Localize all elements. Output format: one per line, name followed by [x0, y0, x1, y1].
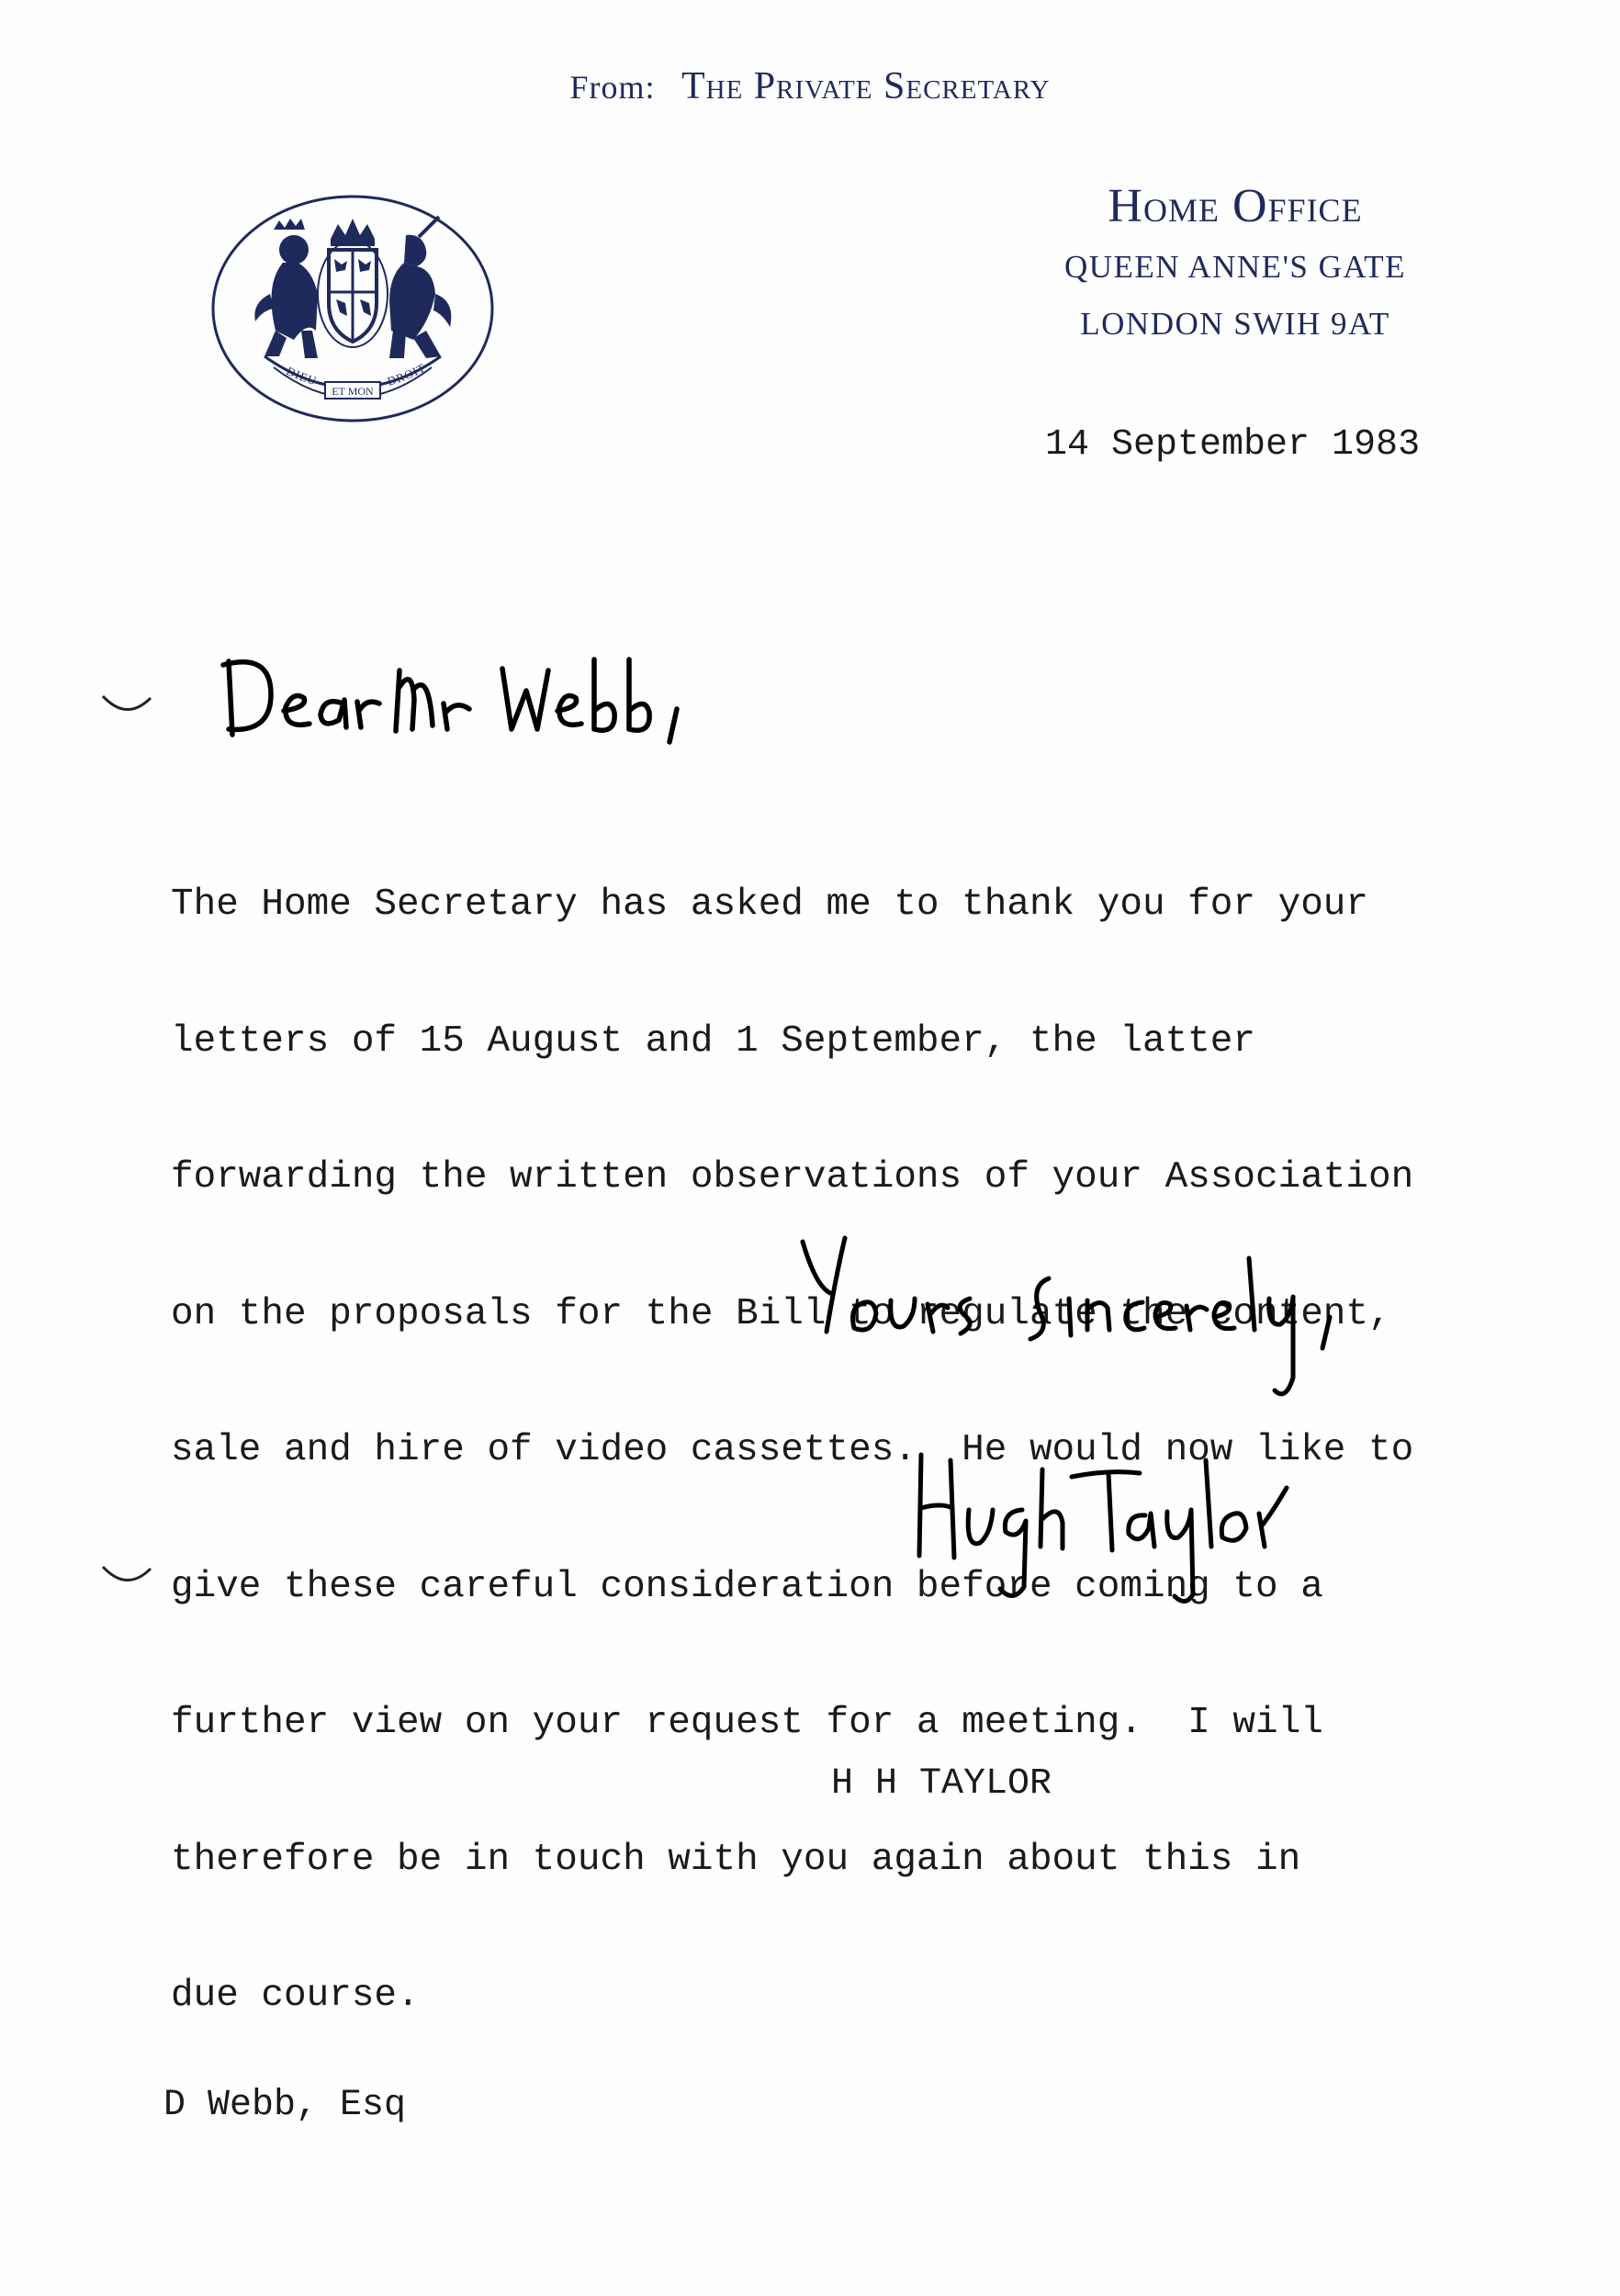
royal-crest-icon [209, 193, 496, 424]
crest-motto-middle: ET MON [332, 385, 374, 398]
letterhead-from-line [0, 64, 1620, 108]
body-line: therefore be in touch with you again about this in [171, 1838, 1301, 1881]
from-title: The Private Secretary [681, 65, 1051, 107]
letter-date: 14 September 1983 [1045, 424, 1421, 466]
body-line: further view on your request for a meeting. I will [171, 1702, 1323, 1744]
body-line: The Home Secretary has asked me to thank you for your [171, 884, 1369, 926]
handwritten-closing [790, 1221, 1396, 1414]
body-line: letters of 15 August and 1 September, the latter [171, 1019, 1255, 1063]
addressee: D Webb, Esq [163, 2085, 407, 2126]
crest-motto-right: DROIT [385, 360, 429, 388]
address-line-2: LONDON SWIH 9AT [1080, 306, 1390, 342]
address-line-1: QUEEN ANNE'S GATE [1063, 249, 1407, 285]
office-name: Home Office [1108, 180, 1363, 232]
punch-hole-mark [99, 1561, 154, 1589]
signatory-name: H H TAYLOR [831, 1763, 1052, 1805]
punch-hole-mark [99, 691, 154, 718]
handwritten-signature [905, 1433, 1336, 1607]
body-line: give these careful consideration before coming to a [171, 1565, 1323, 1608]
crest-motto-left: DIEU [284, 364, 320, 388]
body-line: on the proposals for the Bill to regulate the content, [171, 1292, 1391, 1335]
from-label: From: [569, 69, 656, 106]
body-line: due course. [171, 1975, 420, 2017]
body-line: sale and hire of video cassettes. He would now like to [171, 1429, 1414, 1471]
body-line: forwarding the written observations of your Association [171, 1156, 1414, 1199]
handwritten-salutation [216, 634, 730, 753]
letterhead-address [1010, 174, 1460, 353]
